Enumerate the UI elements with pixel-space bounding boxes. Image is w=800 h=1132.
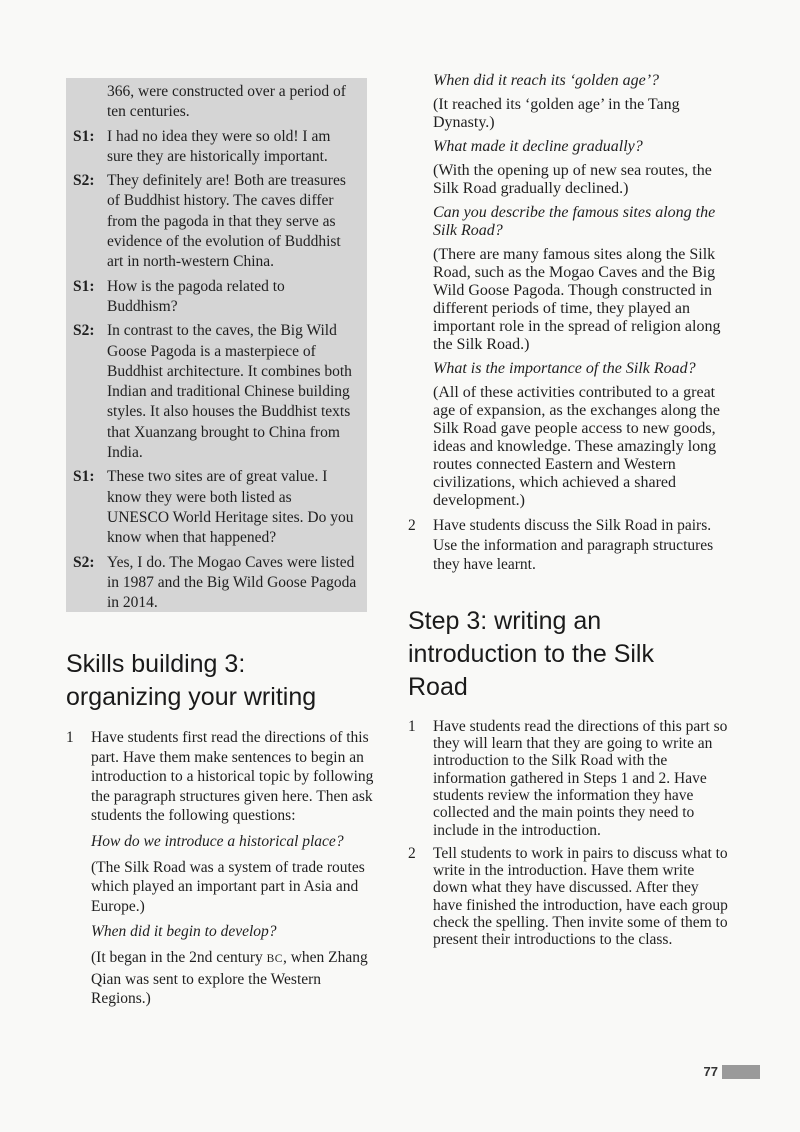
- question: What made it decline gradually?: [433, 138, 643, 155]
- skills-heading: [66, 648, 384, 714]
- dialogue-text: These two sites are of great value. I know they were both listed as UNESCO World Heritage sites. Do you know when that happened?: [107, 468, 354, 547]
- answer-part: , when Zhang Qian was sent to explore the Western Regions.): [91, 948, 368, 1008]
- item-number: 1: [66, 729, 74, 746]
- dialogue-turn: [73, 277, 357, 318]
- question: When did it reach its ‘golden age’?: [433, 72, 660, 89]
- dialogue-turn: [73, 553, 357, 614]
- dialogue-text: In contrast to the caves, the Big Wild Goose Pagoda is a masterpiece of Buddhist architecture. It combines both Indian and traditional Chinese building styles. It also houses the Buddhist texts that Xuanzang brought to China from India.: [107, 322, 352, 462]
- dialogue-turn: [73, 467, 357, 548]
- item-text: Have students discuss the Silk Road in pairs. Use the information and paragraph structures they have learnt.: [433, 517, 714, 574]
- dialogue-text: I had no idea they were so old! I am sure they are historically important.: [107, 127, 331, 165]
- answer: (All of these activities contributed to a great age of expansion, as the exchanges along the Silk Road gave people access to new goods, ideas and knowledge. These amazingly long routes connected Eastern and Western civilizations, which achieved a shared development.): [433, 384, 721, 509]
- question: When did it begin to develop?: [91, 923, 277, 941]
- speaker-label: S1:: [73, 277, 95, 295]
- dialogue-turn: [73, 171, 357, 272]
- speaker-label: S1:: [73, 127, 95, 145]
- dialogue-text: Yes, I do. The Mogao Caves were listed in 1987 and the Big Wild Goose Pagoda in 2014.: [107, 553, 357, 612]
- dialogue-text: How is the pagoda related to Buddhism?: [107, 277, 285, 315]
- answer: (The Silk Road was a system of trade routes which played an important part in Asia and Europe.): [91, 858, 365, 915]
- step3-item-1: [408, 718, 728, 839]
- question: How do we introduce a historical place?: [91, 832, 344, 850]
- answer: (There are many famous sites along the Silk Road, such as the Mogao Caves and the Big Wild Goose Pagoda. Though constructed in different periods of time, they played an important role in the spread of religion along the Silk Road.): [433, 246, 721, 353]
- step3-heading: [408, 605, 728, 704]
- skills-item-2: [408, 516, 728, 575]
- dialogue-box: [66, 78, 367, 612]
- item-text: Have students read the directions of this part so they will learn that they are going to write an introduction to the Silk Road with the information gathered in Steps 1 and 2. Have students review the information they have collected and the main points they need to include in the introduction.: [433, 717, 728, 839]
- question: Can you describe the famous sites along the Silk Road?: [433, 204, 716, 239]
- qa-continuation: [433, 72, 728, 510]
- item-number: 2: [408, 517, 416, 534]
- speaker-label: S2:: [73, 553, 95, 571]
- answer-smallcaps: BC: [266, 952, 283, 965]
- right-column: [408, 72, 728, 955]
- item-number: 2: [408, 844, 416, 862]
- skills-heading-line2: organizing your writing: [66, 683, 317, 711]
- step3-heading-line2: introduction to the Silk: [408, 639, 654, 668]
- step3-heading-line3: Road: [408, 672, 468, 701]
- dialogue-intro: [73, 82, 357, 123]
- answer: (It reached its ‘golden age’ in the Tang Dynasty.): [433, 96, 680, 131]
- item-text: Tell students to work in pairs to discuss what to write in the introduction. Have them write down what they have discussed. After they have finished the introduction, have each group check the spelling. Then invite some of them to present their introductions to the class.: [433, 844, 728, 949]
- step3-heading-line1: Step 3: writing an: [408, 606, 602, 635]
- dialogue-text: They definitely are! Both are treasures of Buddhist history. The caves differ from the pagoda in that they serve as evidence of the evolution of Buddhist art in north-western China.: [107, 172, 346, 271]
- dialogue-text: 366, were constructed over a period of ten centuries.: [107, 83, 346, 121]
- page-number-text: 77: [703, 1064, 718, 1079]
- answer-part: (It began in the 2nd century: [91, 948, 267, 966]
- left-column: [66, 78, 384, 1021]
- step3-item-2: [408, 845, 728, 949]
- skills-heading-line1: Skills building 3:: [66, 650, 246, 678]
- page-number: [704, 1064, 760, 1079]
- question: What is the importance of the Silk Road?: [433, 360, 696, 377]
- speaker-label: S2:: [73, 322, 95, 340]
- answer: [91, 948, 384, 1009]
- answer: (With the opening up of new sea routes, the Silk Road gradually declined.): [433, 162, 712, 197]
- item-body: [91, 728, 384, 1015]
- item-text: Have students first read the directions of this part. Have them make sentences to begin an introduction to a historical topic by following the paragraph structures given here. Then ask students the following questions:: [91, 729, 374, 825]
- speaker-label: S1:: [73, 468, 95, 486]
- speaker-label: S2:: [73, 172, 95, 190]
- item-number: 1: [408, 717, 416, 735]
- dialogue-turn: [73, 127, 357, 168]
- speaker-label: [73, 82, 107, 123]
- page-number-bar: [722, 1065, 760, 1079]
- skills-item-1: [66, 728, 384, 1015]
- dialogue-turn: [73, 321, 357, 463]
